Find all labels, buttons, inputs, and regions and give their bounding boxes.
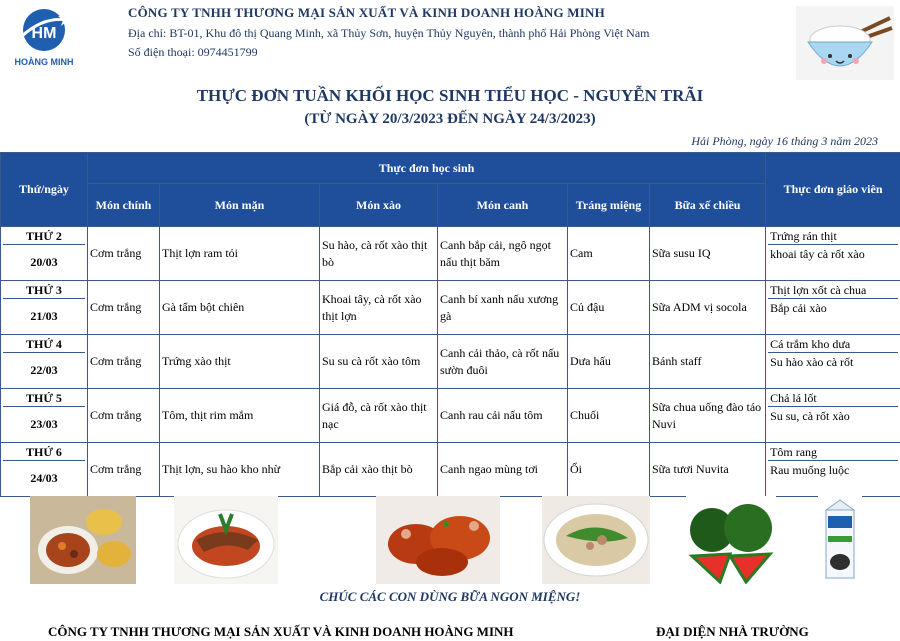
fish-dish-image [174,496,278,584]
day-name: THỨ 4 [3,336,85,353]
table-row [1,227,900,281]
header-stir-fry: Món xào [320,184,438,227]
soup-cell: Canh bí xanh nấu xương gà [438,281,568,335]
savory-dish-cell: Thịt lợn ram tỏi [160,227,320,281]
day-date: 23/03 [30,417,58,431]
table-row [1,443,900,497]
day-name: THỨ 2 [3,228,85,245]
day-cell [1,281,88,335]
issue-dateline: Hải Phòng, ngày 16 tháng 3 năm 2023 [691,134,878,148]
braised-ribs-image [376,496,500,584]
menu-date-range: (TỪ NGÀY 20/3/2023 ĐẾN NGÀY 24/3/2023) [304,111,596,127]
soup-cell: Canh bắp cải, ngô ngọt nấu thịt băm [438,227,568,281]
day-name: THỨ 5 [3,390,85,407]
table-row [1,281,900,335]
teacher-menu-cell [766,443,900,497]
day-date: 21/03 [30,309,58,323]
header-student-menu: Thực đơn học sinh [88,153,766,184]
company-name: CÔNG TY TNHH THƯƠNG MẠI SẢN XUẤT VÀ KINH DOANH HOÀNG MINH [128,5,605,20]
teacher-dish-2: Su su, cà rốt xào [770,409,850,423]
logo-text: HOÀNG MINH [14,57,74,67]
main-dish-cell: Cơm trắng [88,227,160,281]
dessert-cell: Dưa hấu [568,335,650,389]
header-afternoon-snack: Bữa xế chiều [650,184,766,227]
savory-dish-cell: Tôm, thịt rim mắm [160,389,320,443]
savory-dish-cell: Thịt lợn, su hào kho nhừ [160,443,320,497]
header-soup: Món canh [438,184,568,227]
snack-cell: Sữa tươi Nuvita [650,443,766,497]
teacher-dish-1: Cá trắm kho dưa [768,336,898,353]
footer-company: CÔNG TY TNHH THƯƠNG MẠI SẢN XUẤT VÀ KINH DOANH HOÀNG MINH [48,624,514,639]
dessert-cell: Ổi [568,443,650,497]
teacher-menu-cell [766,389,900,443]
weekly-menu-table [0,152,900,497]
soup-cell: Canh cải thảo, cà rốt nấu sườn đuôi [438,335,568,389]
savory-dish-cell: Trứng xào thịt [160,335,320,389]
header-teacher-menu: Thực đơn giáo viên [766,153,900,227]
teacher-dish-1: Tôm rang [768,444,898,461]
company-phone: Số điện thoại: 0974451799 [128,45,258,59]
bread-soup-image [30,496,136,584]
dessert-cell: Cam [568,227,650,281]
closing-message: CHÚC CÁC CON DÙNG BỮA NGON MIỆNG! [319,589,581,604]
day-name: THỨ 3 [3,282,85,299]
svg-text:HM: HM [31,25,57,42]
day-cell [1,227,88,281]
snack-cell: Sữa susu IQ [650,227,766,281]
stir-fry-cell: Giá đỗ, cà rốt xào thịt nạc [320,389,438,443]
header-main-dish: Món chính [88,184,160,227]
dessert-cell: Chuối [568,389,650,443]
dessert-cell: Củ đậu [568,281,650,335]
savory-dish-cell: Gà tẩm bột chiên [160,281,320,335]
header-savory-dish: Món mặn [160,184,320,227]
snack-cell: Sữa chua uống đào táo Nuvi [650,389,766,443]
teacher-dish-2: khoai tây cà rốt xào [770,247,865,261]
soup-cell: Canh ngao mùng tơi [438,443,568,497]
stir-fry-cell: Khoai tây, cà rốt xào thịt lợn [320,281,438,335]
company-logo [8,6,80,68]
menu-title: THỰC ĐƠN TUẦN KHỐI HỌC SINH TIỂU HỌC - NGUYỄN TRÃI [196,86,704,105]
teacher-dish-2: Bắp cải xào [770,301,827,315]
day-date: 24/03 [30,471,58,485]
noodle-soup-image [542,496,650,584]
stir-fry-cell: Su hào, cà rốt xào thịt bò [320,227,438,281]
teacher-menu-cell [766,335,900,389]
company-address: Địa chỉ: BT-01, Khu đô thị Quang Minh, xã Thủy Sơn, huyện Thủy Nguyên, thành phố Hải Phòng Việt Nam [128,26,650,40]
teacher-menu-cell [766,281,900,335]
stir-fry-cell: Bắp cải xào thịt bò [320,443,438,497]
table-row [1,335,900,389]
header-dessert: Tráng miệng [568,184,650,227]
day-cell [1,443,88,497]
header-day: Thứ/ngày [1,153,88,227]
main-dish-cell: Cơm trắng [88,281,160,335]
table-row [1,389,900,443]
snack-cell: Bánh staff [650,335,766,389]
watermelon-image [686,496,776,584]
snack-cell: Sữa ADM vị socola [650,281,766,335]
rice-bowl-icon [796,6,894,80]
day-name: THỨ 6 [3,444,85,461]
main-dish-cell: Cơm trắng [88,443,160,497]
day-cell [1,389,88,443]
stir-fry-cell: Su su cà rốt xào tôm [320,335,438,389]
main-dish-cell: Cơm trắng [88,389,160,443]
day-date: 22/03 [30,363,58,377]
day-cell [1,335,88,389]
day-date: 20/03 [30,255,58,269]
soup-cell: Canh rau cải nấu tôm [438,389,568,443]
teacher-menu-cell [766,227,900,281]
teacher-dish-2: Su hào xào cà rốt [770,355,854,369]
teacher-dish-1: Chả lá lốt [768,390,898,407]
footer-school-rep: ĐẠI DIỆN NHÀ TRƯỜNG [656,624,809,639]
teacher-dish-1: Thịt lợn xốt cà chua [768,282,898,299]
milk-carton-image [818,496,862,584]
main-dish-cell: Cơm trắng [88,335,160,389]
teacher-dish-1: Trứng rán thịt [768,228,898,245]
teacher-dish-2: Rau muống luộc [770,463,850,477]
